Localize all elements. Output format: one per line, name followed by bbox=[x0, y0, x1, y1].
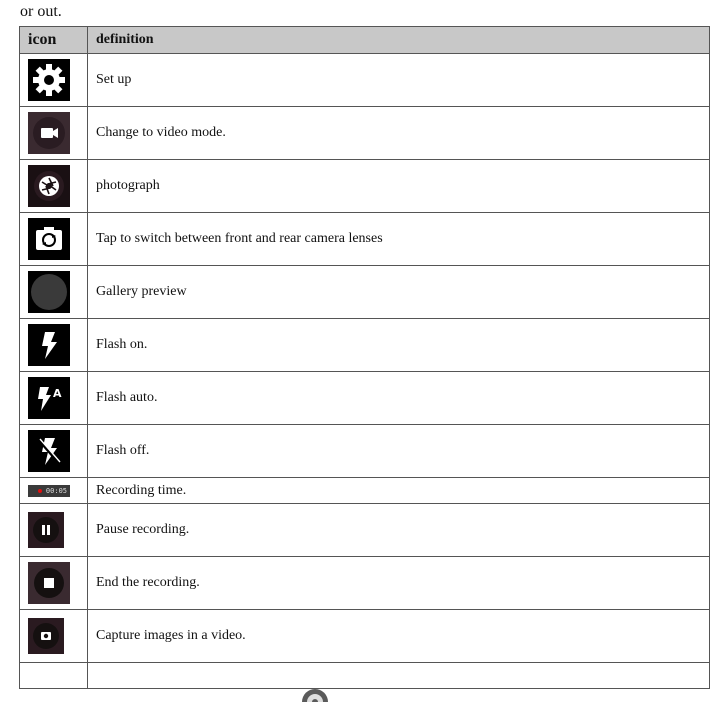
lead-text: or out. bbox=[20, 3, 62, 20]
table-header-row bbox=[20, 27, 710, 54]
gear-icon bbox=[28, 59, 70, 101]
capture-image-icon bbox=[28, 618, 64, 654]
definition-text: Gallery preview bbox=[88, 266, 710, 319]
record-dot-icon bbox=[38, 489, 42, 493]
table-row bbox=[20, 478, 710, 504]
table-row bbox=[20, 160, 710, 213]
definition-text: Capture images in a video. bbox=[88, 610, 710, 663]
svg-text:A: A bbox=[53, 387, 62, 400]
definition-text: Flash off. bbox=[88, 425, 710, 478]
gallery-preview-icon bbox=[28, 271, 70, 313]
stop-icon bbox=[28, 562, 70, 604]
table-row bbox=[20, 54, 710, 107]
definition-text bbox=[88, 663, 710, 689]
table-row bbox=[20, 107, 710, 160]
flash-auto-icon bbox=[28, 377, 70, 419]
definition-text: Pause recording. bbox=[88, 504, 710, 557]
definition-text: Flash auto. bbox=[88, 372, 710, 425]
icon-definition-table bbox=[19, 26, 710, 689]
table-row bbox=[20, 425, 710, 478]
definition-text: photograph bbox=[88, 160, 710, 213]
header-icon: icon bbox=[20, 27, 88, 54]
aperture-icon bbox=[301, 688, 329, 702]
flash-on-icon bbox=[28, 324, 70, 366]
table-row bbox=[20, 663, 710, 689]
header-definition: definition bbox=[88, 27, 710, 54]
definition-text: Set up bbox=[88, 54, 710, 107]
definition-text: Change to video mode. bbox=[88, 107, 710, 160]
flash-off-icon bbox=[28, 430, 70, 472]
aperture-icon bbox=[28, 165, 70, 207]
definition-text: Tap to switch between front and rear camera lenses bbox=[88, 213, 710, 266]
table-row bbox=[20, 557, 710, 610]
table-row bbox=[20, 610, 710, 663]
table-row bbox=[20, 213, 710, 266]
pause-icon bbox=[28, 512, 64, 548]
definition-text: Recording time. bbox=[88, 478, 710, 504]
video-camera-icon bbox=[28, 112, 70, 154]
definition-text: End the recording. bbox=[88, 557, 710, 610]
switch-camera-icon bbox=[28, 218, 70, 260]
recording-time-value: 00:05 bbox=[45, 486, 67, 495]
recording-time-icon bbox=[28, 485, 70, 497]
table-row bbox=[20, 266, 710, 319]
table-row bbox=[20, 504, 710, 557]
definition-text: Flash on. bbox=[88, 319, 710, 372]
table-row bbox=[20, 319, 710, 372]
table-row bbox=[20, 372, 710, 425]
